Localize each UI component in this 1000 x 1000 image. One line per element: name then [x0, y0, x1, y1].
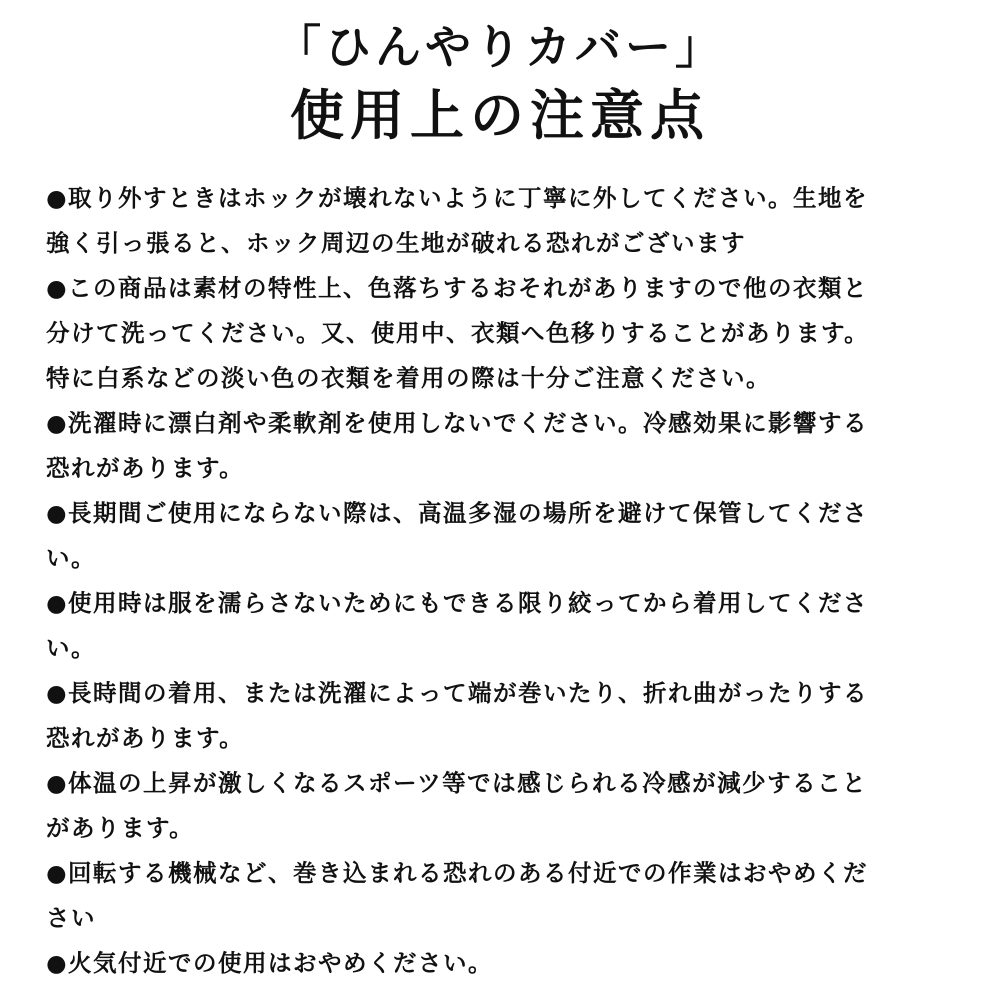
- note-item: ●長期間ご使用にならない際は、高温多湿の場所を避けて保管してくださ い。: [46, 499, 869, 572]
- product-name: 「ひんやりカバー」: [275, 20, 725, 74]
- note-item: ●体温の上昇が激しくなるスポーツ等では感じられる冷感が減少すること があります。: [46, 769, 868, 842]
- note-item: ●長時間の着用、または洗濯によって端が巻いたり、折れ曲がったりする 恐れがあります。: [46, 679, 869, 752]
- header: [0, 14, 1000, 152]
- notes-list: [46, 176, 956, 986]
- page-title: 使用上の注意点: [290, 84, 710, 147]
- note-item: ●洗濯時に漂白剤や柔軟剤を使用しないでください。冷感効果に影響する 恐れがあります。: [46, 409, 869, 482]
- note-item: ●取り外すときはホックが壊れないように丁寧に外してください。生地を 強く引っ張ると、ホック周辺の生地が破れる恐れがございます: [46, 184, 869, 257]
- note-item: ●使用時は服を濡らさないためにもできる限り絞ってから着用してくださ い。: [46, 589, 869, 662]
- note-item: ●回転する機械など、巻き込まれる恐れのある付近での作業はおやめくだ さい: [46, 859, 869, 932]
- note-item: ●この商品は素材の特性上、色落ちするおそれがありますので他の衣類と 分けて洗ってください。又、使用中、衣類へ色移りすることがあります。 特に白系などの淡い色の衣類を着用の際は十分ご注意ください。: [46, 274, 870, 392]
- note-item: ●火気付近での使用はおやめください。: [46, 949, 494, 977]
